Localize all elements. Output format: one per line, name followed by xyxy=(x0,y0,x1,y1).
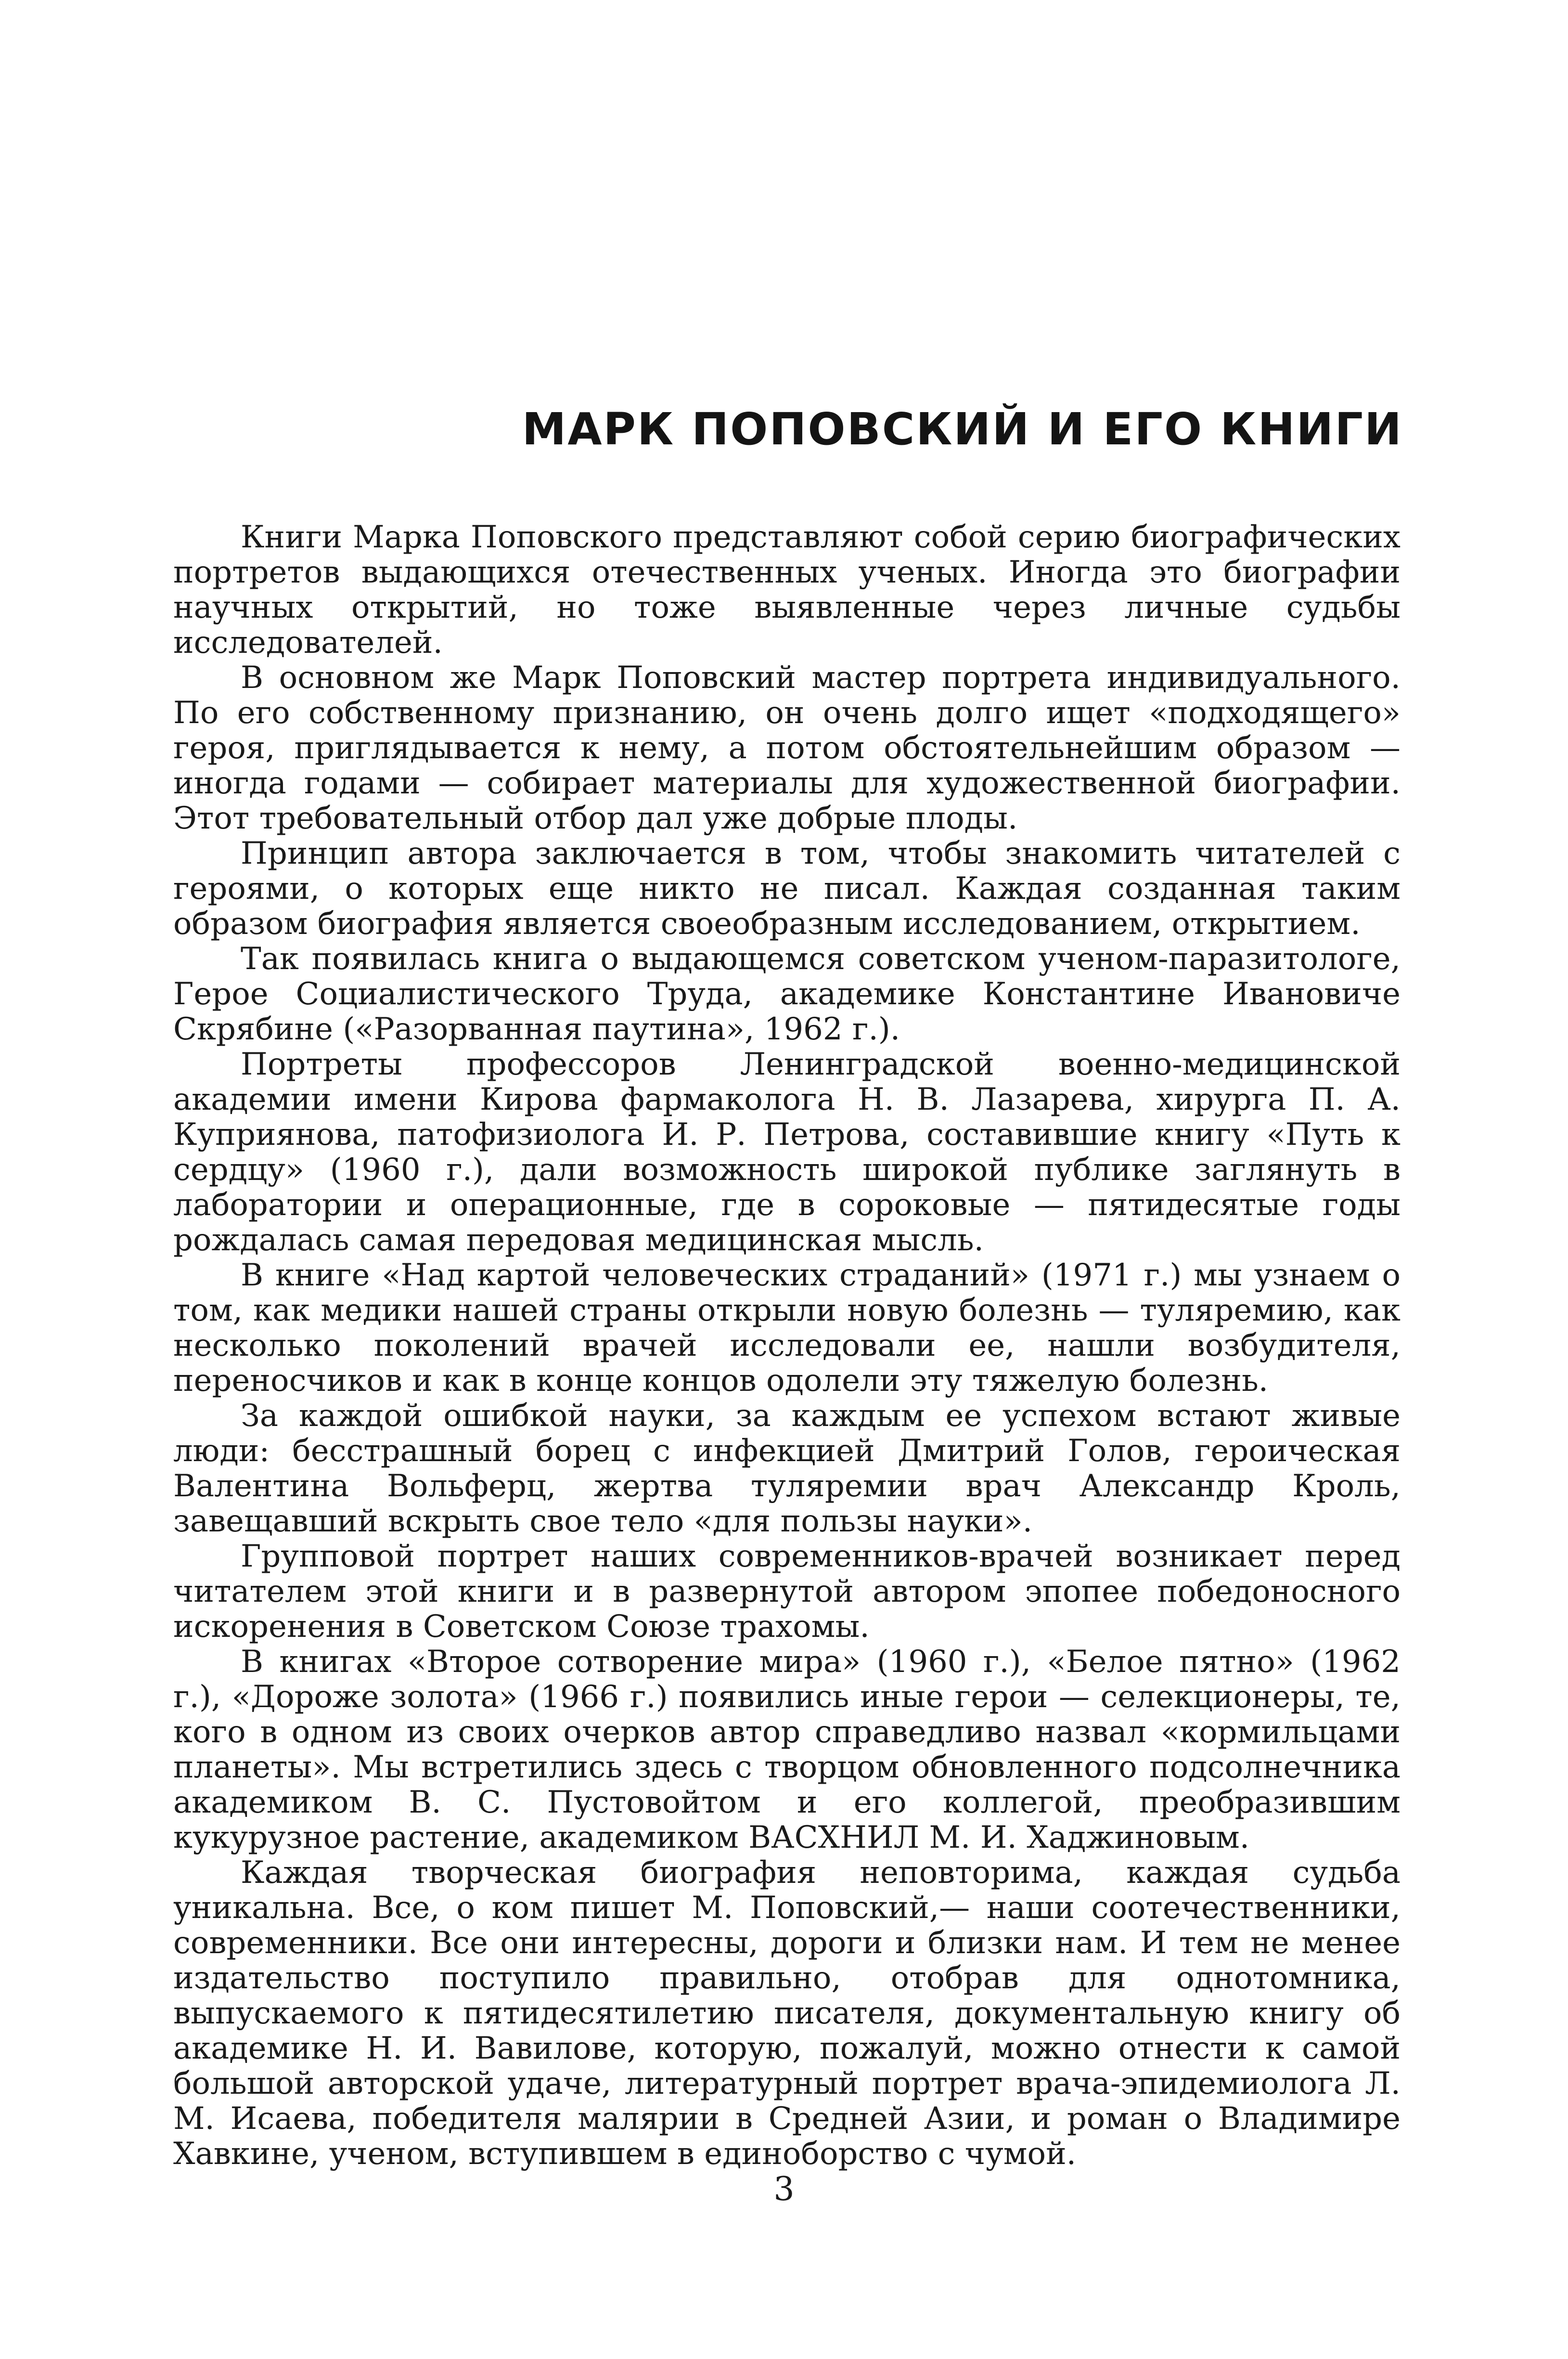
paragraph: В основном же Марк Поповский мастер портрета индивидуального. По его собственному признанию, он очень долго ищет «подходящего» героя, приглядывается к нему, а потом обстоятельнейшим образом — иногда годами — собирает материалы для художественной биографии. Этот требовательный отбор дал уже добрые плоды. xyxy=(173,660,1401,836)
paragraph: За каждой ошибкой науки, за каждым ее успехом встают живые люди: бесстрашный борец с инфекцией Дмитрий Голов, героическая Валентина Вольферц, жертва туляремии врач Александр Кроль, завещавший вскрыть свое тело «для пользы науки». xyxy=(173,1398,1401,1539)
chapter-title: МАРК ПОПОВСКИЙ И ЕГО КНИГИ xyxy=(522,403,1403,455)
paragraph: Принцип автора заключается в том, чтобы знакомить читателей с героями, о которых еще никто не писал. Каждая созданная таким образом биография является своеобразным исследованием, открытием. xyxy=(173,836,1401,942)
paragraph: В книгах «Второе сотворение мира» (1960 г.), «Белое пятно» (1962 г.), «Дороже золота» (1966 г.) появились иные герои — селекционеры, те, кого в одном из своих очерков автор справедливо назвал «кормильцами планеты». Мы встретились здесь с творцом обновленного подсолнечника академиком В. С. Пустовойтом и его коллегой, преобразившим кукурузное растение, академиком ВАСХНИЛ М. И. Хаджиновым. xyxy=(173,1644,1401,1855)
paragraph: Книги Марка Поповского представляют собой серию биографических портретов выдающихся отечественных ученых. Иногда это биографии научных открытий, но тоже выявленные через личные судьбы исследователей. xyxy=(173,519,1401,661)
paragraph: Так появилась книга о выдающемся советском ученом-паразитологе, Герое Социалистического Труда, академике Константине Ивановиче Скрябине («Разорванная паутина», 1962 г.). xyxy=(173,941,1401,1047)
paragraph: Портреты профессоров Ленинградской военно-медицинской академии имени Кирова фармаколога Н. В. Лазарева, хирурга П. А. Куприянова, патофизиолога И. Р. Петрова, составившие книгу «Путь к сердцу» (1960 г.), дали возможность широкой публике заглянуть в лаборатории и операционные, где в сороковые — пятидесятые годы рождалась самая передовая медицинская мысль. xyxy=(173,1047,1401,1258)
page-number: 3 xyxy=(773,2170,795,2208)
paragraph: В книге «Над картой человеческих страданий» (1971 г.) мы узнаем о том, как медики нашей страны открыли новую болезнь — туляремию, как несколько поколений врачей исследовали ее, нашли возбудителя, переносчиков и как в конце концов одолели эту тяжелую болезнь. xyxy=(173,1257,1401,1399)
paragraph: Групповой портрет наших современников-врачей возникает перед читателем этой книги и в развернутой автором эпопее победоносного искоренения в Советском Союзе трахомы. xyxy=(173,1539,1401,1645)
paragraph: Каждая творческая биография неповторима, каждая судьба уникальна. Все, о ком пишет М. Поповский,— наши соотечественники, современники. Все они интересны, дороги и близки нам. И тем не менее издательство поступило правильно, отобрав для однотомника, выпускаемого к пятидесятилетию писателя, документальную книгу об академике Н. И. Вавилове, которую, пожалуй, можно отнести к самой большой авторской удаче, литературный портрет врача-эпидемиолога Л. М. Исаева, победителя малярии в Средней Азии, и роман о Владимире Хавкине, ученом, вступившем в единоборство с чумой. xyxy=(173,1855,1401,2172)
body-text xyxy=(173,520,1401,2172)
